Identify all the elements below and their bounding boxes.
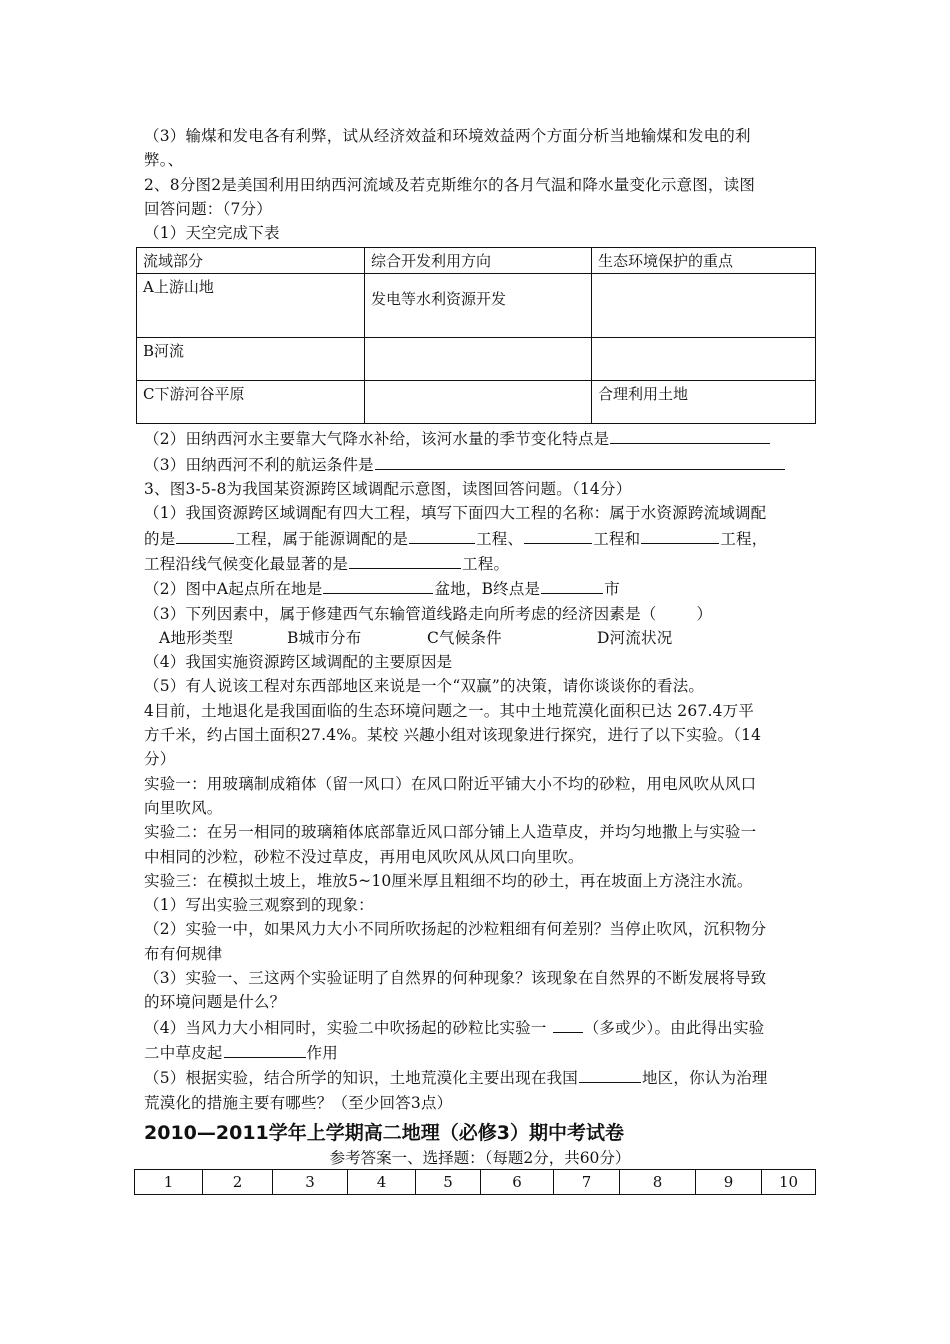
q2-3	[144, 452, 816, 477]
q4-1: （1）写出实验三观察到的现象：	[144, 896, 374, 915]
cell-basin-part: A上游山地	[137, 274, 365, 338]
q4-4-text: （4）当风力大小相同时，实验二中吹扬起的砂粒比实验一	[144, 1018, 552, 1037]
answer-cell: 7	[554, 1169, 620, 1194]
option-b[interactable]: B城市分布	[287, 628, 362, 647]
q2-3-text: （3）田纳西河不利的航运条件是	[144, 455, 374, 474]
q3-1-text: 工程沿线气候变化最显著的是	[144, 554, 349, 573]
q3-1-text: 的是	[144, 529, 176, 548]
q4-4-text: 作用	[306, 1043, 338, 1062]
q3-3-options	[144, 626, 816, 650]
q4-4-text: （多或少）。由此得出实验	[583, 1018, 765, 1037]
answer-cell: 9	[696, 1169, 762, 1194]
q3-3	[144, 602, 816, 626]
cell-basin-part: C下游河谷平原	[137, 381, 365, 424]
header-protection: 生态环境保护的重点	[592, 248, 816, 274]
exp1-line1: 实验一：用玻璃制成箱体（留一风口）在风口附近平铺大小不均的砂粒，用电风吹从风口	[144, 774, 757, 793]
q3-1-line1: （1）我国资源跨区域调配有四大工程，填写下面四大工程的名称：属于水资源跨流域调配	[144, 504, 767, 523]
answer-cell: 10	[762, 1169, 816, 1194]
q4-5-text: （5）根据实验，结合所学的知识，土地荒漠化主要出现在我国	[144, 1069, 578, 1088]
q2-2	[144, 426, 816, 451]
q3-1-text: 工程、	[476, 529, 524, 548]
q4-stem-line3: 分）	[144, 750, 176, 769]
answer-blank[interactable]	[224, 1040, 306, 1058]
q1-3-line2: 弊。、	[144, 151, 184, 170]
answer-subtitle: 参考答案一、选择题：（每题2分，共60分）	[329, 1148, 631, 1167]
answer-blank[interactable]	[641, 526, 719, 544]
table-row	[137, 338, 816, 381]
q4-4-line2	[144, 1040, 816, 1065]
q1-3-line1: （3）输煤和发电各有利弊，试从经济效益和环境效益两个方面分析当地输煤和发电的利	[144, 127, 751, 145]
q3-1-text: 工程，属于能源调配的是	[235, 529, 409, 548]
q3-4: （4）我国实施资源跨区域调配的主要原因是	[144, 653, 453, 672]
answer-cell: 2	[203, 1169, 273, 1194]
q3-2	[144, 576, 816, 601]
cell-development	[365, 381, 592, 424]
cell-development	[365, 338, 592, 381]
q3-5: （5）有人说该工程对东西部地区来说是一个“双赢”的决策，请你谈谈你的看法。	[144, 677, 705, 696]
answer-blank[interactable]	[553, 1015, 583, 1033]
answer-blank[interactable]	[409, 526, 475, 544]
q4-4-line1	[144, 1015, 816, 1040]
answer-table	[134, 1169, 816, 1195]
answer-cell: 1	[135, 1169, 203, 1194]
option-c[interactable]: C气候条件	[427, 628, 502, 647]
q2-1: （1）天空完成下表	[144, 224, 280, 243]
answer-blank[interactable]	[323, 576, 433, 594]
q4-stem-line1: 4目前，土地退化是我国面临的生态环境问题之一。其中土地荒漠化面积已达 267.4万平	[144, 701, 755, 720]
cell-protection	[592, 274, 816, 338]
q4-5-line1	[144, 1065, 816, 1090]
q4-4-text: 二中草皮起	[144, 1043, 223, 1062]
answer-cell: 3	[273, 1169, 348, 1194]
answer-cell: 4	[348, 1169, 416, 1194]
answer-blank[interactable]	[176, 526, 234, 544]
q2-stem-line2: 回答问题：（7分）	[144, 199, 272, 218]
cell-basin-part: B河流	[137, 338, 365, 381]
q3-stem: 3、图3-5-8为我国某资源跨区域调配示意图，读图回答问题。（14分）	[144, 480, 632, 499]
q4-3-line1: （3）实验一、三这两个实验证明了自然界的何种现象？该现象在自然界的不断发展将导致	[144, 969, 767, 988]
q3-2-text: 盆地，B终点是	[434, 580, 541, 599]
q3-1-text: 工程和	[593, 529, 641, 548]
river-basin-table	[136, 247, 816, 424]
exp3: 实验三：在模拟土坡上，堆放5~10厘米厚且粗细不均的砂土，再在坡面上方浇注水流。	[144, 871, 753, 890]
q3-1-line2	[144, 526, 816, 551]
q3-1-text: 工程，	[720, 529, 768, 548]
exp2-line2: 中相同的沙粒，砂粒不没过草皮，再用电风吹风从风口向里吹。	[144, 847, 584, 866]
exp2-line1: 实验二：在另一相同的玻璃箱体底部靠近风口部分铺上人造草皮，并均匀地撒上与实验一	[144, 823, 757, 842]
exam-title: 2010—2011学年上学期高二地理（必修3）期中考试卷	[144, 1121, 624, 1144]
answer-blank[interactable]	[524, 526, 592, 544]
option-d[interactable]: D河流状况	[597, 628, 673, 647]
table-row	[137, 381, 816, 424]
q3-3-text: ）	[696, 604, 713, 623]
q3-1-line3	[144, 551, 816, 576]
table-header-row	[137, 248, 816, 274]
header-basin-part: 流域部分	[137, 248, 365, 274]
table-row	[137, 274, 816, 338]
q3-3-text: （3）下列因素中，属于修建西气东输管道线路走向所考虑的经济因素是（	[144, 604, 657, 623]
exam-page	[144, 124, 816, 1195]
q2-2-text: （2）田纳西河水主要靠大气降水补给，该河水量的季节变化特点是	[144, 430, 610, 449]
answer-blank[interactable]	[610, 426, 770, 444]
answer-cell: 5	[416, 1169, 481, 1194]
option-a[interactable]: A地形类型	[159, 628, 234, 647]
q3-2-text: 市	[604, 580, 620, 599]
q4-5-text: 地区，你认为治理	[641, 1069, 768, 1088]
cell-protection: 合理利用土地	[592, 381, 816, 424]
answer-blank[interactable]	[349, 551, 461, 569]
q3-2-text: （2）图中A起点所在地是	[144, 580, 323, 599]
header-development: 综合开发利用方向	[365, 248, 592, 274]
q3-1-text: 工程。	[462, 554, 510, 573]
cell-protection	[592, 338, 816, 381]
answer-blank[interactable]	[375, 452, 785, 470]
q2-stem-line1: 2、8分图2是美国利用田纳西河流域及若克斯维尔的各月气温和降水量变化示意图，读图	[144, 175, 756, 194]
q4-5-line2: 荒漠化的措施主要有哪些？（至少回答3点）	[144, 1093, 453, 1112]
answer-blank[interactable]	[541, 576, 603, 594]
answer-cell: 8	[620, 1169, 696, 1194]
cell-development: 发电等水利资源开发	[365, 274, 592, 338]
exp1-line2: 向里吹风。	[144, 798, 223, 817]
q4-stem-line2: 方千米，约占国土面积27.4%。某校 兴趣小组对该现象进行探究，进行了以下实验。（14	[144, 726, 762, 745]
answer-cell: 6	[481, 1169, 554, 1194]
table-row	[135, 1169, 816, 1194]
q4-2-line2: 布有何规律	[144, 944, 223, 963]
q4-3-line2: 的环境问题是什么？	[144, 993, 286, 1012]
q4-2-line1: （2）实验一中，如果风力大小不同所吹扬起的沙粒粗细有何差别？当停止吹风，沉积物分	[144, 920, 767, 939]
answer-blank[interactable]	[579, 1065, 641, 1083]
